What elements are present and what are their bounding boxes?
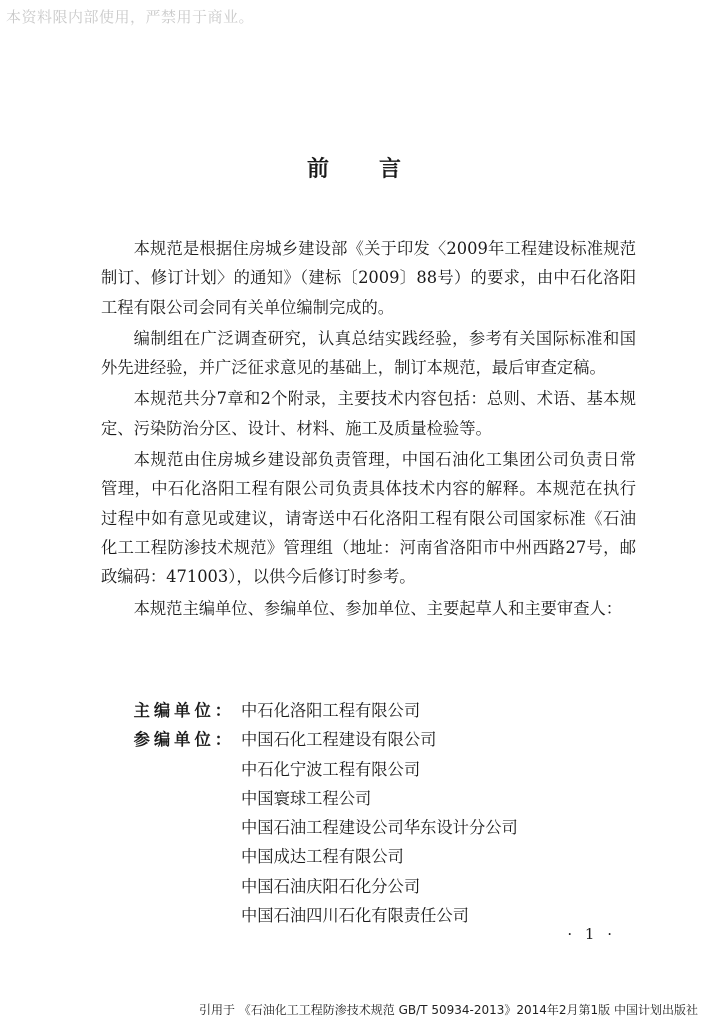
participating-unit-name: 中国石油四川石化有限责任公司: [241, 906, 469, 926]
participating-unit-name: 中国石油庆阳石化分公司: [241, 876, 421, 896]
chief-unit-name: 中石化洛阳工程有限公司: [241, 701, 421, 720]
watermark: 本资料限内部使用，严禁用于商业。: [6, 8, 255, 26]
paragraph: 本规范是根据住房城乡建设部《关于印发〈2009年工程建设标准规范制订、修订计划〉的通知》（建标〔2009〕88号）的要求，由中石化洛阳工程有限公司会同有关单位编制完成的。: [101, 239, 636, 317]
preface-body: [101, 234, 636, 623]
participating-unit-name: 中国寰球工程公司: [241, 788, 372, 808]
participating-unit-name: 中国石化工程建设有限公司: [241, 730, 437, 750]
units-list: [101, 696, 636, 930]
chief-unit-row: [101, 696, 636, 725]
paragraph: 本规范主编单位、参编单位、参加单位、主要起草人和主要审查人：: [133, 598, 623, 618]
page-title: 前言: [306, 156, 451, 182]
participating-unit-row: [101, 725, 636, 754]
participating-unit-label: 参编单位：: [133, 730, 236, 750]
participating-unit-name: 中国成达工程有限公司: [241, 847, 404, 867]
citation-footer: 引用于 《石油化工工程防渗技术规范 GB/T 50934-2013》2014年2月第1版 中国计划出版社: [198, 1003, 698, 1017]
chief-unit-label: 主编单位：: [133, 701, 236, 720]
page-number: · 1 ·: [567, 925, 616, 943]
participating-unit-name: 中石化宁波工程有限公司: [241, 759, 421, 779]
paragraph: 本规范共分7章和2个附录，主要技术内容包括：总则、术语、基本规定、污染防治分区、设计、材料、施工及质量检验等。: [101, 389, 636, 438]
participating-unit-name: 中国石油工程建设公司华东设计分公司: [241, 818, 518, 838]
paragraph: 本规范由住房城乡建设部负责管理，中国石油化工集团公司负责日常管理，中石化洛阳工程有限公司负责具体技术内容的解释。本规范在执行过程中如有意见或建议，请寄送中石化洛阳工程有限公司国家标准《石油化工工程防渗技术规范》管理组（地址：河南省洛阳市中州西路27号，邮政编码：471003），以供今后修订时参考。: [101, 450, 636, 587]
paragraph: 编制组在广泛调查研究，认真总结实践经验，参考有关国际标准和国外先进经验，并广泛征求意见的基础上，制订本规范，最后审查定稿。: [101, 328, 636, 378]
